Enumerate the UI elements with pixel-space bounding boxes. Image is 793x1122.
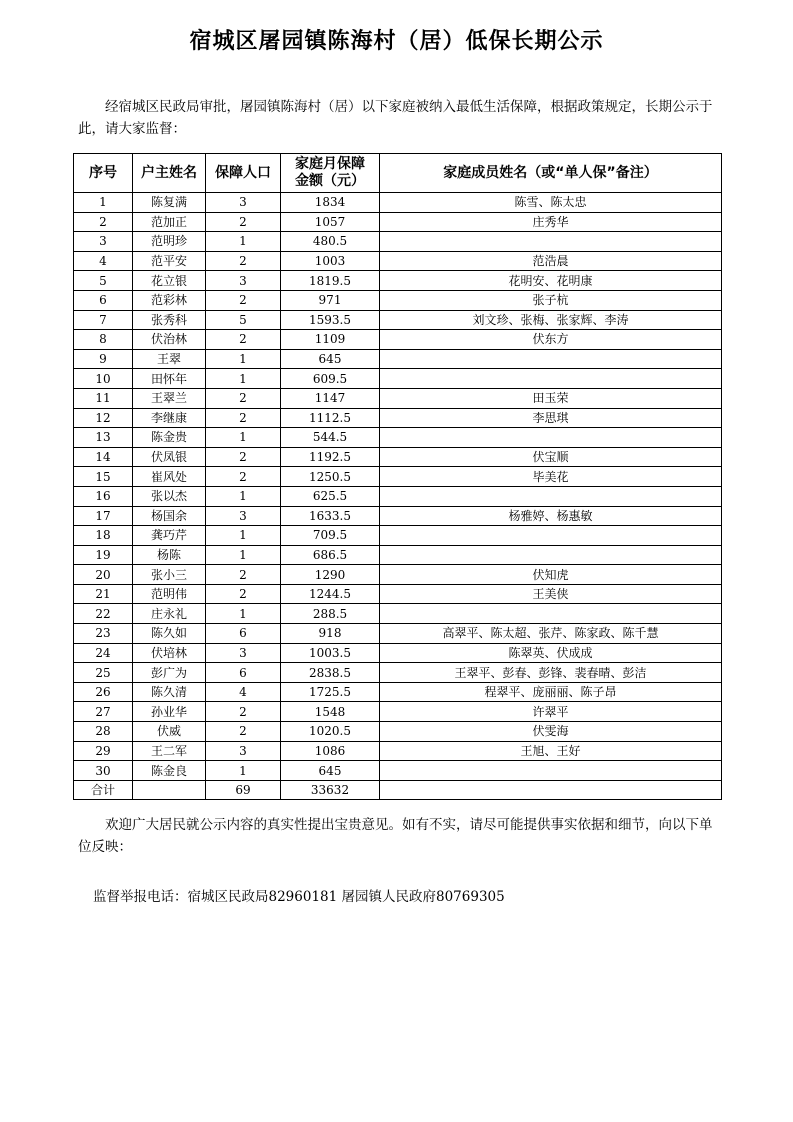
feedback-note: 欢迎广大居民就公示内容的真实性提出宝贵意见。如有不实，请尽可能提供事实依据和细节，向以下单位反映： (78, 817, 713, 855)
cell-index: 16 (74, 486, 133, 506)
cell-population: 3 (206, 741, 281, 761)
cell-index: 11 (74, 388, 133, 408)
cell-head-name: 王翠 (133, 349, 206, 369)
cell-index: 1 (74, 193, 133, 213)
cell-index: 29 (74, 741, 133, 761)
cell-head-name: 范加正 (133, 212, 206, 232)
cell-index: 10 (74, 369, 133, 389)
cell-members: 王旭、王好 (380, 741, 722, 761)
cell-members: 李思琪 (380, 408, 722, 428)
cell-head-name: 陈复满 (133, 193, 206, 213)
cell-members: 王美侠 (380, 584, 722, 604)
cell-index: 18 (74, 526, 133, 546)
table-row (74, 663, 722, 683)
cell-index: 15 (74, 467, 133, 487)
cell-population: 2 (206, 447, 281, 467)
cell-head-name: 崔风处 (133, 467, 206, 487)
cell-members (380, 428, 722, 448)
cell-population: 2 (206, 584, 281, 604)
table-row (74, 388, 722, 408)
cell-amount: 1244.5 (281, 584, 380, 604)
table-row (74, 271, 722, 291)
table-row (74, 447, 722, 467)
cell-members (380, 761, 722, 781)
table-row (74, 486, 722, 506)
total-head-name (133, 780, 206, 800)
table-row (74, 506, 722, 526)
cell-head-name: 杨国余 (133, 506, 206, 526)
cell-members (380, 369, 722, 389)
cell-population: 6 (206, 663, 281, 683)
cell-head-name: 陈久清 (133, 682, 206, 702)
cell-amount: 544.5 (281, 428, 380, 448)
cell-members: 张子杭 (380, 290, 722, 310)
cell-population: 1 (206, 349, 281, 369)
cell-population: 1 (206, 486, 281, 506)
header-head-name: 户主姓名 (133, 154, 206, 193)
page-title: 宿城区屠园镇陈海村（居）低保长期公示 (189, 28, 604, 54)
table-row (74, 251, 722, 271)
cell-head-name: 李继康 (133, 408, 206, 428)
table-row (74, 682, 722, 702)
table-row (74, 624, 722, 644)
cell-population: 1 (206, 428, 281, 448)
hotline-text: 监督举报电话：宿城区民政局82960181 屠园镇人民政府80769305 (93, 889, 505, 905)
cell-members: 伏知虎 (380, 565, 722, 585)
table-row (74, 643, 722, 663)
cell-amount: 609.5 (281, 369, 380, 389)
cell-amount: 480.5 (281, 232, 380, 252)
table-body (74, 193, 722, 800)
cell-index: 20 (74, 565, 133, 585)
cell-population: 2 (206, 388, 281, 408)
cell-head-name: 伏凤银 (133, 447, 206, 467)
cell-members: 陈翠英、伏成成 (380, 643, 722, 663)
table-row (74, 741, 722, 761)
cell-head-name: 范明珍 (133, 232, 206, 252)
cell-head-name: 陈金良 (133, 761, 206, 781)
cell-head-name: 杨陈 (133, 545, 206, 565)
cell-members: 许翠平 (380, 702, 722, 722)
cell-population: 1 (206, 526, 281, 546)
header-amount-text: 家庭月保障金额（元） (295, 156, 365, 189)
cell-index: 24 (74, 643, 133, 663)
cell-members (380, 486, 722, 506)
cell-head-name: 范明伟 (133, 584, 206, 604)
cell-amount: 1548 (281, 702, 380, 722)
cell-head-name: 伏培林 (133, 643, 206, 663)
cell-population: 2 (206, 722, 281, 742)
table-row (74, 604, 722, 624)
cell-members (380, 349, 722, 369)
cell-index: 5 (74, 271, 133, 291)
cell-amount: 1112.5 (281, 408, 380, 428)
cell-head-name: 田怀年 (133, 369, 206, 389)
table-row (74, 232, 722, 252)
cell-amount: 1003 (281, 251, 380, 271)
total-label: 合计 (74, 780, 133, 800)
cell-amount: 1003.5 (281, 643, 380, 663)
cell-head-name: 孙业华 (133, 702, 206, 722)
total-members (380, 780, 722, 800)
cell-amount: 645 (281, 761, 380, 781)
cell-members: 庄秀华 (380, 212, 722, 232)
table-row (74, 584, 722, 604)
cell-index: 28 (74, 722, 133, 742)
total-amount: 33632 (281, 780, 380, 800)
cell-head-name: 庄永礼 (133, 604, 206, 624)
cell-amount: 709.5 (281, 526, 380, 546)
cell-members: 王翠平、彭春、彭锋、裴春晴、彭洁 (380, 663, 722, 683)
cell-population: 1 (206, 761, 281, 781)
table-row (74, 761, 722, 781)
cell-head-name: 张以杰 (133, 486, 206, 506)
cell-head-name: 范平安 (133, 251, 206, 271)
cell-index: 13 (74, 428, 133, 448)
cell-index: 14 (74, 447, 133, 467)
cell-members: 程翠平、庞丽丽、陈子昂 (380, 682, 722, 702)
cell-amount: 1834 (281, 193, 380, 213)
cell-index: 4 (74, 251, 133, 271)
cell-index: 6 (74, 290, 133, 310)
table-header-row (74, 154, 722, 193)
table-row (74, 369, 722, 389)
cell-index: 22 (74, 604, 133, 624)
table-row (74, 702, 722, 722)
header-population: 保障人口 (206, 154, 281, 193)
cell-members (380, 604, 722, 624)
cell-amount: 2838.5 (281, 663, 380, 683)
cell-population: 1 (206, 232, 281, 252)
cell-index: 21 (74, 584, 133, 604)
cell-amount: 1057 (281, 212, 380, 232)
header-index: 序号 (74, 154, 133, 193)
cell-population: 1 (206, 604, 281, 624)
cell-population: 2 (206, 565, 281, 585)
cell-index: 3 (74, 232, 133, 252)
intro-paragraph: 经宿城区民政局审批，屠园镇陈海村（居）以下家庭被纳入最低生活保障，根据政策规定，长期公示于此，请大家监督： (78, 99, 713, 137)
cell-head-name: 王翠兰 (133, 388, 206, 408)
cell-head-name: 王二军 (133, 741, 206, 761)
cell-members: 杨雅婷、杨惠敏 (380, 506, 722, 526)
cell-population: 3 (206, 271, 281, 291)
cell-population: 3 (206, 643, 281, 663)
table-row (74, 193, 722, 213)
cell-head-name: 陈金贵 (133, 428, 206, 448)
cell-amount: 1819.5 (281, 271, 380, 291)
cell-amount: 1086 (281, 741, 380, 761)
cell-members: 伏宝顺 (380, 447, 722, 467)
cell-members: 刘文珍、张梅、张家辉、李涛 (380, 310, 722, 330)
table-row (74, 310, 722, 330)
cell-members (380, 545, 722, 565)
cell-population: 2 (206, 330, 281, 350)
table-row (74, 565, 722, 585)
cell-index: 2 (74, 212, 133, 232)
cell-members: 陈雪、陈太忠 (380, 193, 722, 213)
cell-index: 17 (74, 506, 133, 526)
cell-head-name: 张小三 (133, 565, 206, 585)
cell-population: 2 (206, 467, 281, 487)
cell-population: 1 (206, 545, 281, 565)
cell-amount: 918 (281, 624, 380, 644)
table-row (74, 408, 722, 428)
cell-amount: 1593.5 (281, 310, 380, 330)
cell-amount: 1192.5 (281, 447, 380, 467)
cell-index: 23 (74, 624, 133, 644)
cell-index: 25 (74, 663, 133, 683)
cell-amount: 971 (281, 290, 380, 310)
cell-amount: 1109 (281, 330, 380, 350)
cell-amount: 1633.5 (281, 506, 380, 526)
cell-amount: 1020.5 (281, 722, 380, 742)
cell-population: 2 (206, 408, 281, 428)
cell-index: 8 (74, 330, 133, 350)
cell-amount: 1725.5 (281, 682, 380, 702)
table-row (74, 349, 722, 369)
cell-amount: 1147 (281, 388, 380, 408)
cell-members: 高翠平、陈太超、张芹、陈家政、陈千慧 (380, 624, 722, 644)
cell-population: 5 (206, 310, 281, 330)
cell-amount: 686.5 (281, 545, 380, 565)
cell-amount: 645 (281, 349, 380, 369)
cell-amount: 1290 (281, 565, 380, 585)
cell-population: 1 (206, 369, 281, 389)
table-row (74, 290, 722, 310)
cell-members: 范浩晨 (380, 251, 722, 271)
cell-head-name: 花立银 (133, 271, 206, 291)
table-row (74, 428, 722, 448)
cell-head-name: 伏威 (133, 722, 206, 742)
cell-population: 4 (206, 682, 281, 702)
cell-head-name: 范彩林 (133, 290, 206, 310)
cell-population: 3 (206, 193, 281, 213)
cell-index: 7 (74, 310, 133, 330)
cell-amount: 1250.5 (281, 467, 380, 487)
subsidy-table (73, 153, 722, 800)
cell-index: 9 (74, 349, 133, 369)
cell-head-name: 彭广为 (133, 663, 206, 683)
cell-members: 伏雯海 (380, 722, 722, 742)
table-row (74, 526, 722, 546)
cell-members: 伏东方 (380, 330, 722, 350)
cell-population: 2 (206, 212, 281, 232)
cell-index: 26 (74, 682, 133, 702)
header-amount (281, 154, 380, 193)
total-population: 69 (206, 780, 281, 800)
cell-amount: 288.5 (281, 604, 380, 624)
table-row (74, 330, 722, 350)
cell-index: 27 (74, 702, 133, 722)
cell-population: 6 (206, 624, 281, 644)
cell-members: 毕美花 (380, 467, 722, 487)
cell-population: 3 (206, 506, 281, 526)
cell-population: 2 (206, 251, 281, 271)
cell-head-name: 陈久如 (133, 624, 206, 644)
cell-population: 2 (206, 702, 281, 722)
cell-index: 12 (74, 408, 133, 428)
cell-members: 花明安、花明康 (380, 271, 722, 291)
cell-head-name: 龚巧芹 (133, 526, 206, 546)
cell-index: 30 (74, 761, 133, 781)
cell-amount: 625.5 (281, 486, 380, 506)
total-row (74, 780, 722, 800)
cell-members (380, 232, 722, 252)
cell-head-name: 伏治林 (133, 330, 206, 350)
cell-index: 19 (74, 545, 133, 565)
cell-head-name: 张秀科 (133, 310, 206, 330)
header-members: 家庭成员姓名（或“单人保”备注） (380, 154, 722, 193)
table-row (74, 722, 722, 742)
cell-members (380, 526, 722, 546)
cell-population: 2 (206, 290, 281, 310)
table-row (74, 467, 722, 487)
table-row (74, 545, 722, 565)
cell-members: 田玉荣 (380, 388, 722, 408)
table-row (74, 212, 722, 232)
